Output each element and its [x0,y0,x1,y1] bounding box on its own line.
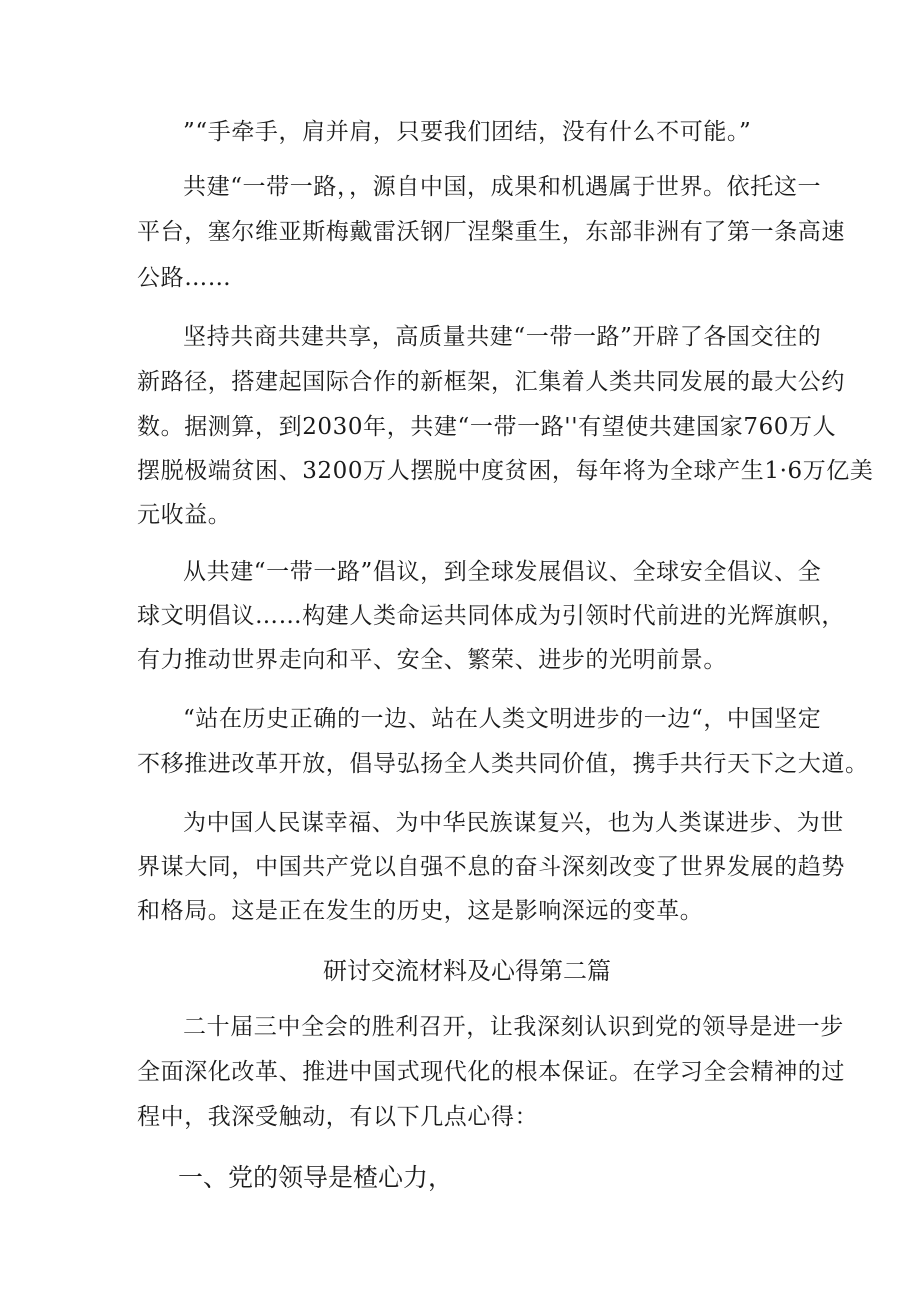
paragraph-7-line-2: 全面深化改革、推进中国式现代化的根本保证。在学习全会精神的过 [137,1059,845,1085]
paragraph-6-line-1: 为中国人民谋幸福、为中华民族谋复兴，也为人类谋进步、为世 [183,810,844,836]
paragraph-5-line-1: “站在历史正确的一边、站在人类文明进步的一边“，中国坚定 [183,706,822,732]
paragraph-4-line-2: 球文明倡议……构建人类命运共同体成为引领时代前进的光辉旗帜， [137,603,845,629]
paragraph-4-line-3: 有力推动世界走向和平、安全、繁荣、进步的光明前景。 [137,647,727,673]
subheading-1: 一、党的领导是楂心力， [178,1163,454,1192]
paragraph-3-line-3: 数。据测算，到2030年，共建“一带一路''有望使共建国家760万人 [137,414,837,440]
paragraph-2-line-1: 共建“一带一路，，源自中国，成果和机遇属于世界。依托这一 [183,174,822,200]
paragraph-6-line-3: 和格局。这是正在发生的历史，这是影响深远的变革。 [137,898,704,924]
paragraph-3-line-4: 摆脱极端贫困、3200万人摆脱中度贫困，每年将为全球产生1·6万亿美 [137,458,874,484]
paragraph-6-line-2: 界谋大同，中国共产党以自强不息的奋斗深刻改变了世界发展的趋势 [137,854,845,880]
paragraph-3-line-5: 元收益。 [137,502,232,528]
paragraph-3-line-1: 坚持共商共建共享，高质量共建“一带一路”开辟了各国交往的 [183,324,822,350]
paragraph-2-line-3: 公路…… [137,265,232,291]
paragraph-4-line-1: 从共建“一带一路”倡议，到全球发展倡议、全球安全倡议、全 [183,559,822,585]
paragraph-3-line-2: 新路径，搭建起国际合作的新框架，汇集着人类共同发展的最大公约 [137,369,845,395]
paragraph-5-line-2: 不移推进改革开放，倡导弘扬全人类共同价值，携手共行天下之大道。 [137,751,869,777]
paragraph-7-line-1: 二十届三中全会的胜利召开，让我深刻认识到党的领导是进一步 [183,1014,844,1040]
paragraph-1-line-1: ”“手牵手，肩并肩，只要我们团结，没有什么不可能。” [183,119,752,145]
paragraph-7-line-3: 程中，我深受触动，有以下几点心得： [137,1104,539,1130]
paragraph-2-line-2: 平台，塞尔维亚斯梅戴雷沃钢厂涅槃重生，东部非洲有了第一条高速 [137,219,845,245]
section-title: 研讨交流材料及心得第二篇 [323,957,611,985]
